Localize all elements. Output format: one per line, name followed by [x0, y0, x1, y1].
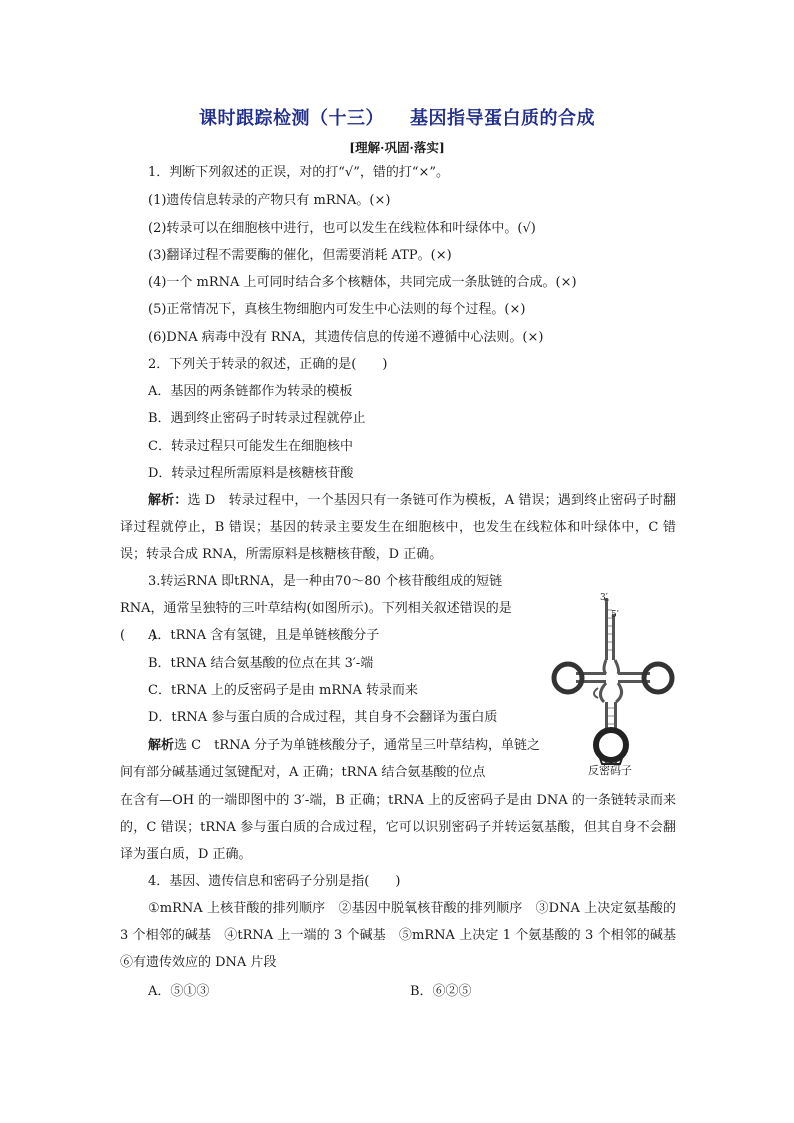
- q1-item-4: (4)一个 mRNA 上可同时结合多个核糖体，共同完成一条肽链的合成。(×): [148, 275, 577, 290]
- q1-item-5: (5)正常情况下，真核生物细胞内可发生中心法则的每个过程。(×): [148, 302, 526, 317]
- q4-option-b: B．⑥②⑤: [410, 984, 472, 999]
- section-subtitle: [理解·巩固·落实]: [349, 140, 445, 155]
- q3-option-b: B．tRNA 结合氨基酸的位点在其 3′-端: [148, 656, 374, 671]
- q2-option-c: C．转录过程只可能发生在细胞核中: [148, 439, 353, 454]
- q1-item-2: (2)转录可以在细胞核中进行，也可以发生在线粒体和叶绿体中。(√): [148, 221, 536, 236]
- q1-item-3: (3)翻译过程不需要酶的催化，但需要消耗 ATP。(×): [148, 248, 452, 263]
- q2-analysis-lead: 解析：: [148, 493, 188, 508]
- q2-option-a: A．基因的两条链都作为转录的模板: [148, 384, 353, 399]
- q4-stem: 4．基因、遗传信息和密码子分别是指( ): [148, 874, 401, 889]
- title-left: 课时跟踪检测（十三）: [199, 108, 384, 129]
- q1-item-1: (1)遗传信息转录的产物只有 mRNA。(×): [148, 193, 391, 208]
- q1-item-6: (6)DNA 病毒中没有 RNA，其遗传信息的传递不遵循中心法则。(×): [148, 330, 544, 345]
- page-title: [0, 104, 794, 130]
- q2-option-b: B．遇到终止密码子时转录过程就停止: [148, 411, 366, 426]
- label-3-prime: 3′: [600, 593, 608, 603]
- q1-stem: 1．判断下列叙述的正误，对的打“√”，错的打“×”。: [148, 165, 450, 180]
- q4-body: ①mRNA 上核苷酸的排列顺序 ②基因中脱氧核苷酸的排列顺序 ③DNA 上决定氨基酸的 3 个相邻的碱基 ④tRNA 上一端的 3 个碱基 ⑤mRNA 上决定 1 个氨基酸的 3 个相邻的碱基 ⑥有遗传效应的 DNA 片段: [120, 901, 690, 970]
- trna-cloverleaf-diagram: [548, 592, 678, 782]
- q3-analysis-lead: 解析: [148, 738, 175, 753]
- anticodon-arm: [596, 702, 626, 764]
- q3-analysis-part1: [120, 732, 540, 786]
- q3-option-d: D．tRNA 参与蛋白质的合成过程，其自身不会翻译为蛋白质: [148, 710, 498, 725]
- q3-option-a: A．tRNA 含有氢键，且是单链核酸分子: [148, 628, 380, 643]
- diagram-caption: 反密码子: [588, 764, 632, 777]
- q2-analysis: [120, 487, 676, 568]
- q2-option-d: D．转录过程所需原料是核糖核苷酸: [148, 466, 354, 481]
- q2-analysis-text: 选 D 转录过程中，一个基因只有一条链可作为模板，A 错误；遇到终止密码子时翻译过程就停止，B 错误；基因的转录主要发生在细胞核中，也发生在线粒体和叶绿体中，C 错误；转录合成 RNA，所需原料是核糖核苷酸，D 正确。: [120, 493, 676, 562]
- q3-option-c: C．tRNA 上的反密码子是由 mRNA 转录而来: [148, 683, 418, 698]
- t-arm: [618, 664, 672, 692]
- q3-stem: 3.转运RNA 即tRNA，是一种由70～80 个核苷酸组成的短链RNA，通常呈独特的三叶草结构(如图所示)。下列相关叙述错误的是( ): [120, 574, 512, 643]
- q2-stem: 2．下列关于转录的叙述，正确的是( ): [148, 357, 388, 372]
- title-right: 基因指导蛋白质的合成: [410, 108, 595, 129]
- q3-analysis-text-1: 选 C tRNA 分子为单链核酸分子，通常呈三叶草结构，单链之间有部分碱基通过氢键配对，A 正确；tRNA 结合氨基酸的位点: [120, 738, 541, 780]
- q3-analysis-part2: 在含有—OH 的一端即图中的 3′-端，B 正确；tRNA 上的反密码子是由 DNA 的一条链转录而来的，C 错误；tRNA 参与蛋白质的合成过程，它可以识别密码子并转运氨基酸，但其自身不会翻译为蛋白质，D 正确。: [120, 793, 676, 862]
- q4-option-a: A．⑤①③: [148, 984, 210, 999]
- label-5-prime: 5′: [611, 610, 619, 620]
- d-arm: [554, 664, 606, 692]
- acceptor-stem: [605, 598, 616, 660]
